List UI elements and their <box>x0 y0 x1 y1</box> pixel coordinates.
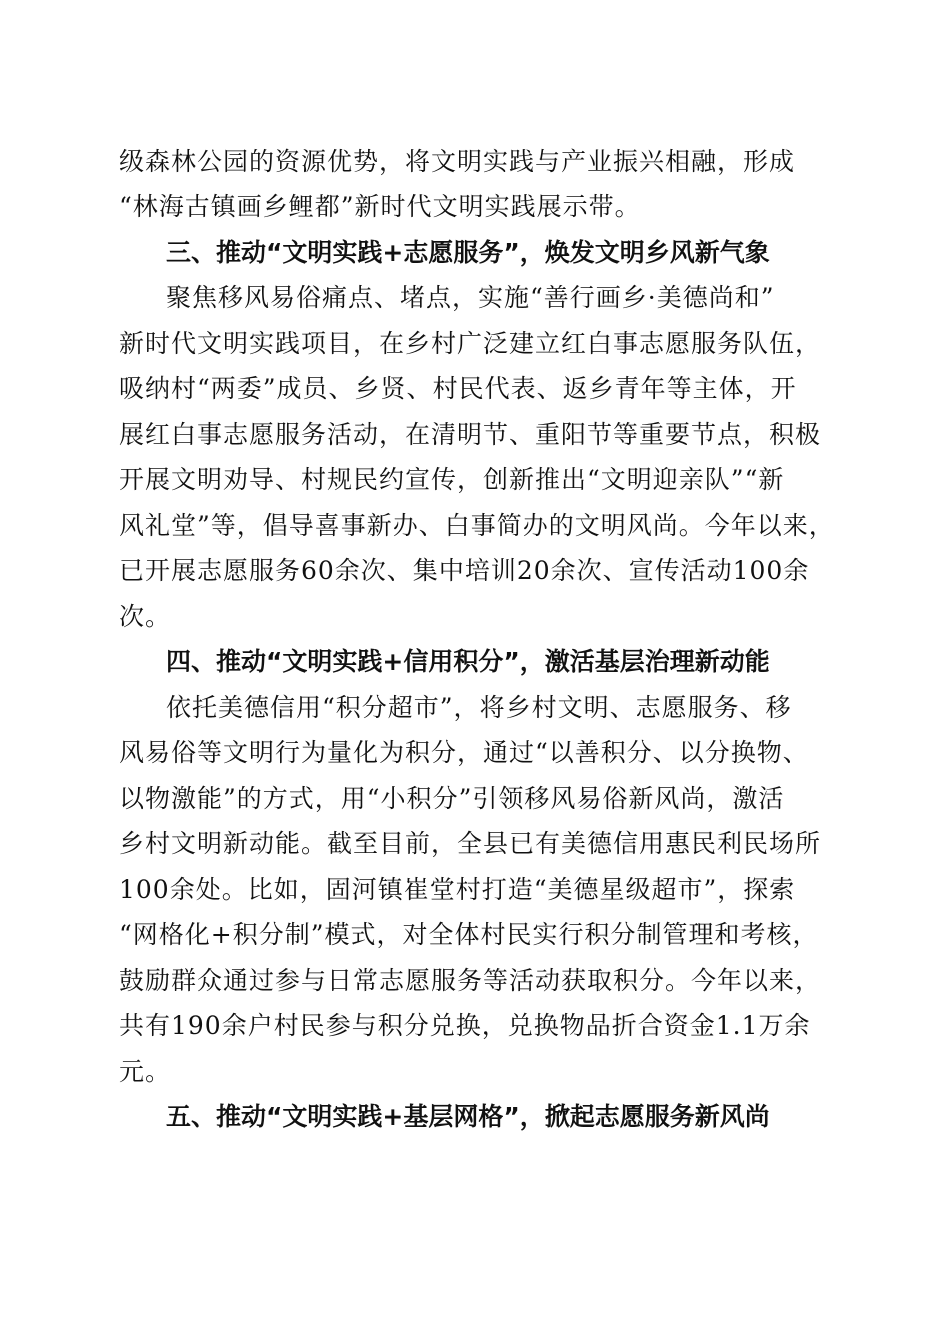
paragraph-line: 聚焦移风易俗痛点、堵点，实施“善行画乡·美德尚和” <box>166 283 775 312</box>
paragraph-line: “网格化+积分制”模式，对全体村民实行积分制管理和考核， <box>119 920 819 949</box>
paragraph-line: 风礼堂”等，倡导喜事新办、白事简办的文明风尚。今年以来， <box>119 511 835 540</box>
section-heading-4: 四、推动“文明实践+信用积分”，激活基层治理新动能 <box>166 647 770 676</box>
paragraph-line: 级森林公园的资源优势，将文明实践与产业振兴相融，形成 <box>119 147 796 176</box>
paragraph-line: 鼓励群众通过参与日常志愿服务等活动获取积分。今年以来， <box>119 966 822 995</box>
paragraph-line: 次。 <box>119 602 172 631</box>
section-heading-5: 五、推动“文明实践+基层网格”，掀起志愿服务新风尚 <box>166 1102 770 1131</box>
paragraph-line: “林海古镇画乡鲤都”新时代文明实践展示带。 <box>119 192 641 221</box>
paragraph-line: 以物激能”的方式，用“小积分”引领移风易俗新风尚，激活 <box>119 784 785 813</box>
paragraph-line: 风易俗等文明行为量化为积分，通过“以善积分、以分换物、 <box>119 738 809 767</box>
paragraph-line: 乡村文明新动能。截至目前，全县已有美德信用惠民利民场所 <box>119 829 822 858</box>
paragraph-line: 共有190余户村民参与积分兑换，兑换物品折合资金1.1万余 <box>119 1011 811 1040</box>
paragraph-line: 依托美德信用“积分超市”，将乡村文明、志愿服务、移 <box>166 693 792 722</box>
paragraph-line: 吸纳村“两委”成员、乡贤、村民代表、返乡青年等主体，开 <box>119 374 797 403</box>
paragraph-line: 元。 <box>119 1057 172 1086</box>
paragraph-line: 新时代文明实践项目，在乡村广泛建立红白事志愿服务队伍， <box>119 329 822 358</box>
section-heading-3: 三、推动“文明实践+志愿服务”，焕发文明乡风新气象 <box>166 238 770 267</box>
paragraph-line: 100余处。比如，固河镇崔堂村打造“美德星级超市”，探索 <box>119 875 796 904</box>
paragraph-line: 展红白事志愿服务活动，在清明节、重阳节等重要节点，积极 <box>119 420 822 449</box>
paragraph-line: 已开展志愿服务60余次、集中培训20余次、宣传活动100余 <box>119 556 810 585</box>
paragraph-line: 开展文明劝导、村规民约宣传，创新推出“文明迎亲队”“新 <box>119 465 785 494</box>
